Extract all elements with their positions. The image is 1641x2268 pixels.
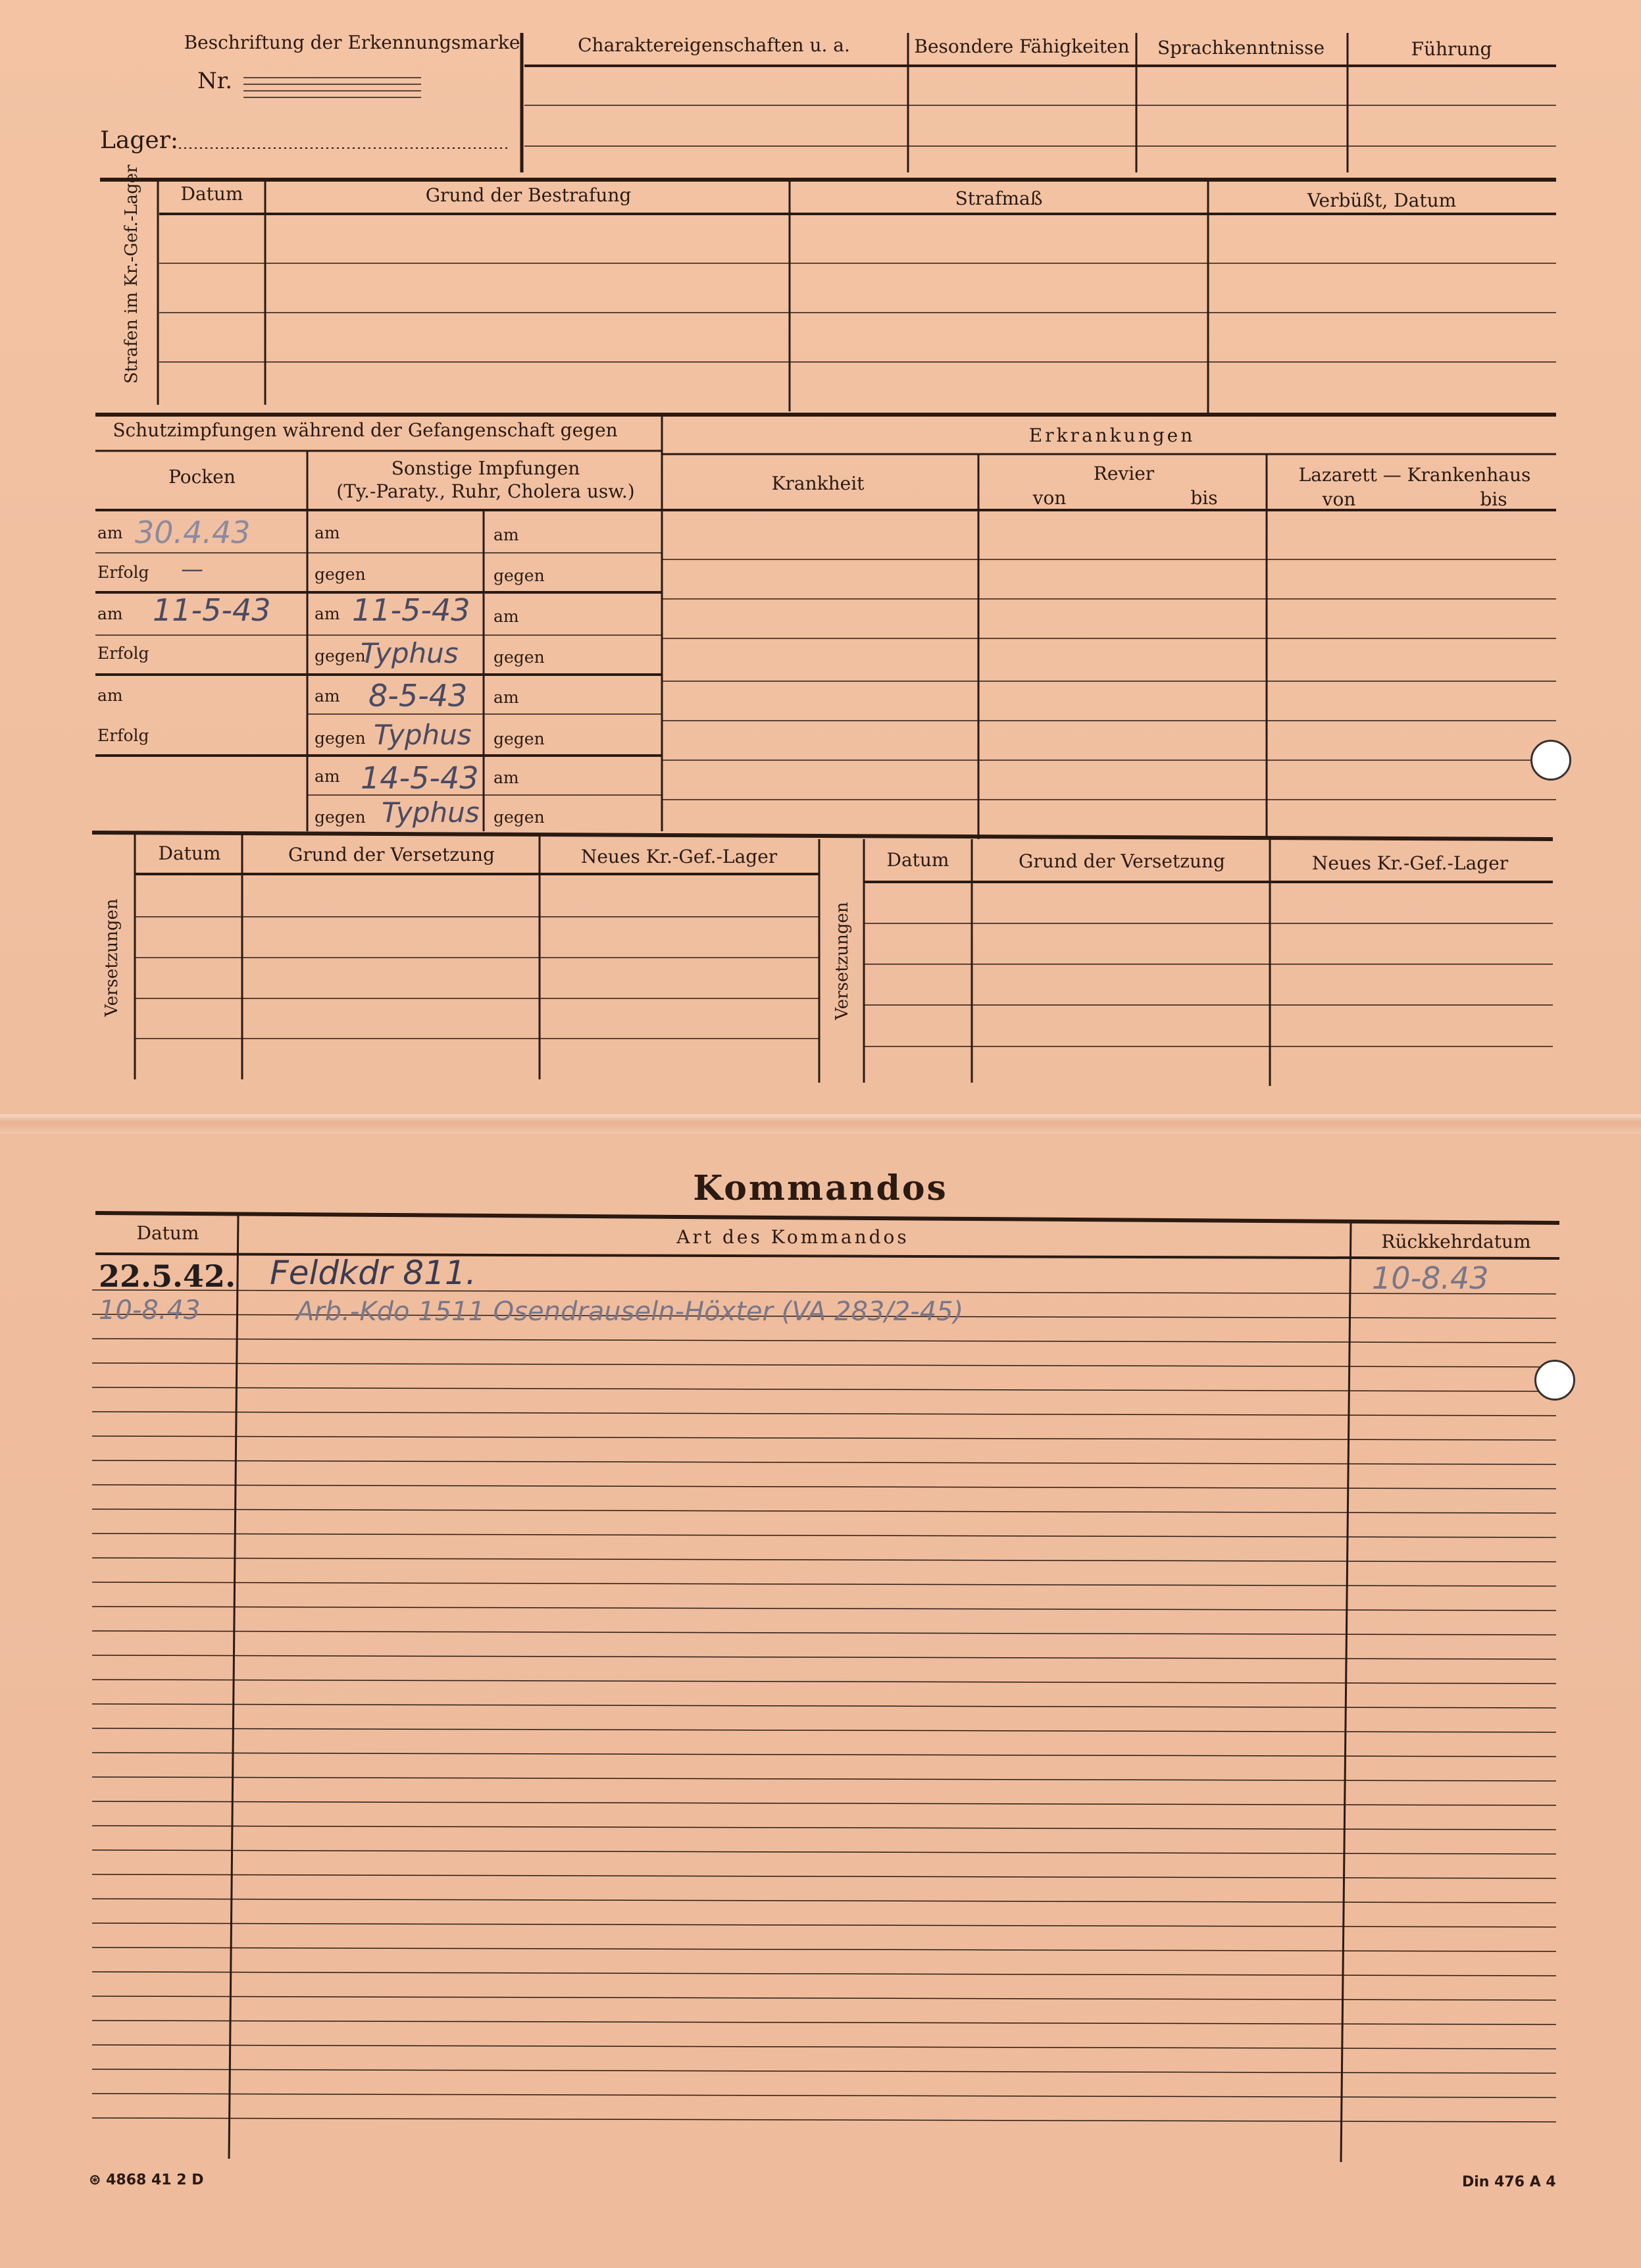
- kommandos-ruled-line: [92, 1533, 1556, 1537]
- kommandos-ruled-line: [92, 1704, 1556, 1708]
- pox-am-1: am: [97, 523, 123, 542]
- conduct-label: Führung: [1411, 38, 1492, 60]
- o-a-gegen-2: gegen: [315, 646, 366, 665]
- punish-side-label: Strafen im Kr.-Gef.-Lager: [122, 165, 141, 384]
- hospital-header: Lazarett — Krankenhaus: [1298, 464, 1531, 486]
- o-b-gegen-3: gegen: [493, 729, 545, 748]
- revier-from: von: [1032, 487, 1067, 509]
- footer-print-code: ⊛ 4868 41 2 D: [89, 2172, 204, 2188]
- pox-erfolg-1: Erfolg: [97, 563, 149, 582]
- kommandos-ruled-line: [92, 2118, 1556, 2122]
- pox-erfolg-3: Erfolg: [97, 726, 149, 745]
- transfer-reason-header-left: Grund der Versetzung: [288, 844, 495, 865]
- vacc-header: Schutzimpfungen während der Gefangenschaft gegen: [113, 419, 618, 441]
- kommandos-ruled-line: [92, 1485, 1556, 1489]
- kommandos-ruled-line: [92, 1412, 1556, 1416]
- o-b-am-1: am: [493, 525, 519, 544]
- kommandos-ruled-line: [92, 2021, 1556, 2024]
- kommandos-ruled-line: [92, 1509, 1556, 1513]
- hw-pox-erfolg-1: —: [181, 556, 203, 582]
- kommandos-ruled-line: [92, 1631, 1556, 1635]
- kommandos-ruled-line: [92, 1850, 1556, 1854]
- o-a-am-2: am: [315, 604, 340, 623]
- kdo-type-header: Art des Kommandos: [676, 1226, 909, 1248]
- kommandos-ruled-line: [92, 1655, 1556, 1659]
- camp-label: Lager:: [100, 127, 179, 154]
- fold-crease: [0, 1114, 1641, 1134]
- kdo-date-header: Datum: [136, 1222, 199, 1244]
- kommandos-ruled-line: [92, 1728, 1556, 1732]
- hw-pox-date-1: 30.4.43: [135, 515, 251, 550]
- kommandos-ruled-line: [92, 1947, 1556, 1951]
- transfer-camp-header-left: Neues Kr.-Gef.-Lager: [580, 846, 778, 867]
- o-a-am-3: am: [315, 686, 340, 706]
- hw-other-against-1: Typhus: [361, 637, 459, 669]
- o-a-am-1: am: [315, 523, 340, 542]
- kdo-return-header: Rückkehrdatum: [1381, 1231, 1531, 1252]
- revier-to: bis: [1190, 487, 1218, 509]
- illness-header: Erkrankungen: [1028, 425, 1196, 446]
- hw-other-date-1: 11-5-43: [352, 592, 470, 628]
- hospital-from: von: [1322, 488, 1356, 510]
- kommandos-ruled-line: [92, 1972, 1556, 1976]
- o-b-am-4: am: [493, 768, 519, 787]
- kommandos-ruled-line: [92, 1460, 1556, 1464]
- lang-label: Sprachkenntnisse: [1157, 37, 1325, 59]
- kommandos-ruled-line: [92, 1874, 1556, 1878]
- skills-label: Besondere Fähigkeiten: [914, 36, 1130, 57]
- transfer-date-header-left: Datum: [158, 842, 221, 864]
- punish-served-header: Verbüßt, Datum: [1307, 190, 1457, 211]
- kommandos-ruled-line: [92, 1826, 1556, 1830]
- char-label: Charaktereigenschaften u. a.: [578, 34, 850, 56]
- pox-am-2: am: [97, 604, 123, 623]
- kommandos-ruled-line: [92, 1387, 1556, 1391]
- transfer-camp-header-right: Neues Kr.-Gef.-Lager: [1311, 852, 1509, 874]
- kdo-row-2-type: Arb.-Kdo 1511 Osendrauseln-Höxter (VA 283/2-45): [296, 1297, 964, 1327]
- o-a-gegen-3: gegen: [315, 729, 366, 748]
- kdo-row-2-date: 10-8.43: [99, 1295, 201, 1326]
- pox-header: Pocken: [168, 466, 236, 488]
- o-b-gegen-4: gegen: [493, 808, 545, 827]
- kdo-row-1-type: Feldkdr 811.: [270, 1254, 476, 1292]
- punch-hole: [1530, 740, 1571, 781]
- kdo-row-1-return: 10-8.43: [1372, 1260, 1489, 1296]
- hw-other-date-3: 14-5-43: [361, 760, 479, 796]
- kommandos-ruled-line: [92, 1436, 1556, 1440]
- o-b-gegen-1: gegen: [493, 566, 545, 585]
- o-a-gegen-1: gegen: [315, 565, 366, 584]
- kommandos-title: Kommandos: [693, 1168, 948, 1208]
- pox-am-3: am: [97, 686, 123, 705]
- transfer-date-header-right: Datum: [886, 849, 949, 871]
- footer-din-code: Din 476 A 4: [1462, 2174, 1556, 2190]
- o-a-gegen-4: gegen: [315, 808, 366, 827]
- kommandos-ruled-line: [92, 1558, 1556, 1562]
- kommandos-ruled-line: [92, 2094, 1556, 2098]
- kommandos-ruled-line: [92, 1899, 1556, 1903]
- o-b-am-2: am: [493, 607, 519, 626]
- hw-other-against-2: Typhus: [374, 719, 472, 751]
- kommandos-ruled-line: [92, 1607, 1556, 1611]
- kommandos-ruled-line: [92, 1363, 1556, 1367]
- tag-label: Beschriftung der Erkennungsmarke: [184, 32, 520, 53]
- hw-other-against-3: Typhus: [382, 796, 480, 829]
- kommandos-ruled-line: [92, 1923, 1556, 1927]
- punish-date-header: Datum: [180, 183, 243, 205]
- kommandos-ruled-line: [92, 1753, 1556, 1757]
- nr-label: Nr.: [197, 68, 233, 94]
- kommandos-ruled-line: [92, 1680, 1556, 1684]
- transfer-side-label-left: Versetzungen: [102, 898, 122, 1017]
- kommandos-ruled-line: [92, 2045, 1556, 2049]
- hw-pox-date-2: 11-5-43: [153, 592, 271, 628]
- hospital-to: bis: [1480, 488, 1507, 510]
- kommandos-ruled-line: [92, 2069, 1556, 2073]
- illness-col-header: Krankheit: [771, 473, 865, 494]
- transfer-side-label-right: Versetzungen: [832, 902, 852, 1020]
- other-vacc-header-1: Sonstige Impfungen: [391, 457, 580, 479]
- kommandos-ruled-line: [92, 1339, 1556, 1343]
- punish-reason-header: Grund der Bestrafung: [425, 184, 632, 206]
- kommandos-ruled-line: [92, 1777, 1556, 1781]
- kdo-row-1-date: 22.5.42.: [99, 1258, 236, 1294]
- punish-measure-header: Strafmaß: [955, 188, 1043, 209]
- o-a-am-4: am: [315, 767, 340, 786]
- o-b-am-3: am: [493, 688, 519, 707]
- o-b-gegen-2: gegen: [493, 648, 545, 667]
- pox-erfolg-2: Erfolg: [97, 644, 149, 663]
- punch-hole: [1534, 1360, 1575, 1401]
- kommandos-ruled-line: [92, 1996, 1556, 2000]
- kommandos-ruled-line: [92, 1582, 1556, 1586]
- revier-header: Revier: [1093, 463, 1155, 484]
- hw-other-date-2: 8-5-43: [368, 678, 468, 713]
- transfer-reason-header-right: Grund der Versetzung: [1019, 850, 1225, 872]
- other-vacc-header-2: (Ty.-Paraty., Ruhr, Cholera usw.): [336, 480, 635, 502]
- kommandos-ruled-line: [92, 1801, 1556, 1805]
